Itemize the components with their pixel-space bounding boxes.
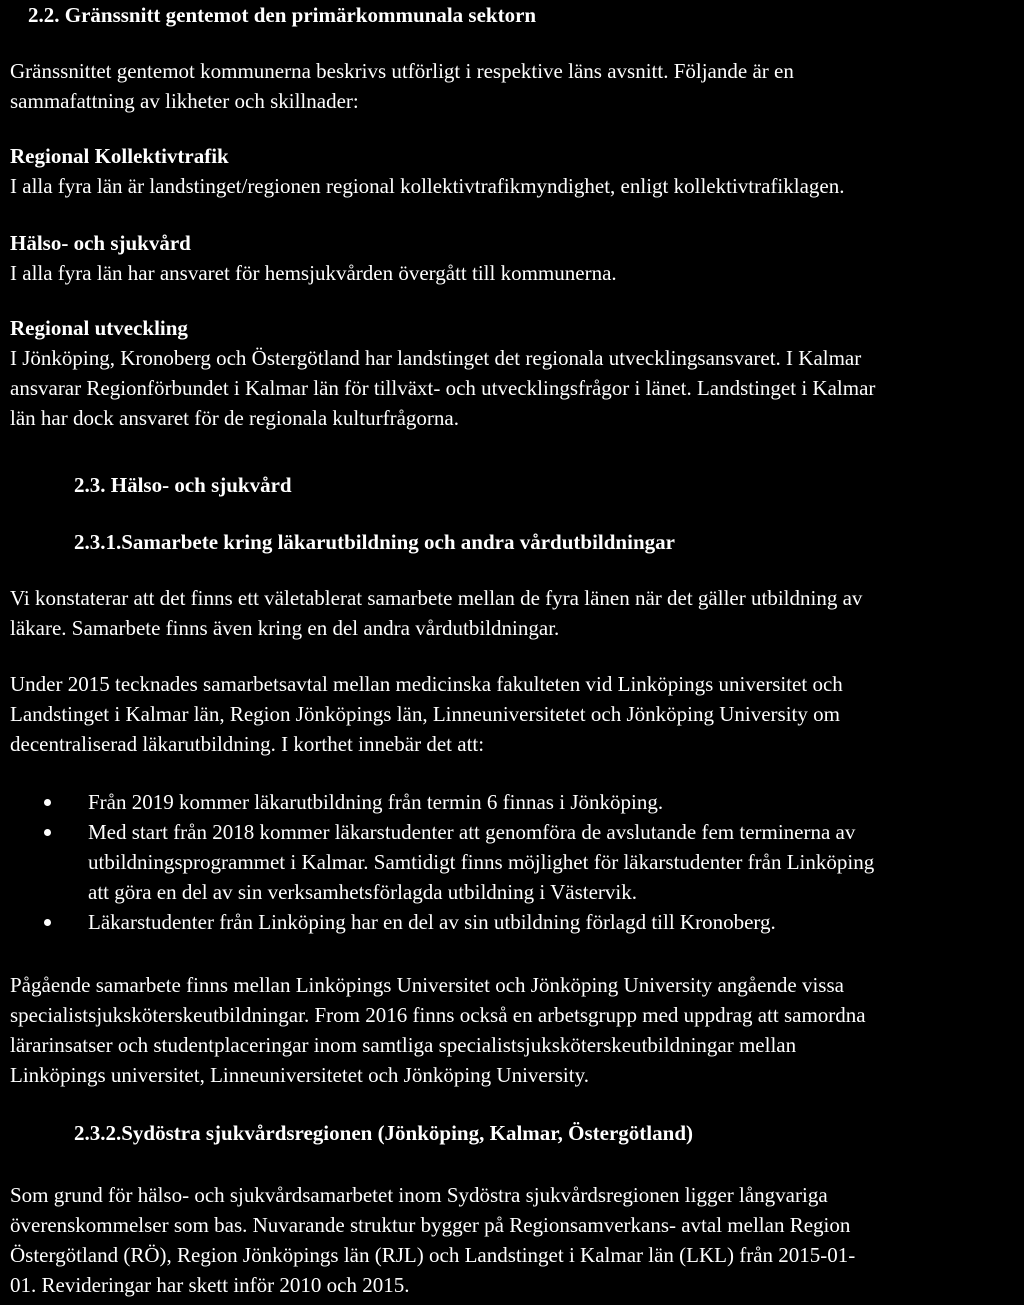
bullet-icon — [44, 799, 51, 806]
list-item-line: Med start från 2018 kommer läkarstudenter att genomföra de avslutande fem terminerna av — [88, 820, 856, 844]
paragraph-line: I alla fyra län har ansvaret för hemsjukvården övergått till kommunerna. — [10, 261, 617, 285]
list-item — [42, 787, 1002, 817]
section-heading-2-2 — [28, 0, 1024, 30]
subsection-halso-sjukvard — [10, 228, 1018, 288]
paragraph-line: Vi konstaterar att det finns ett väletablerat samarbete mellan de fyra länen när det gäller utbildning av — [10, 586, 863, 610]
paragraph-line: Östergötland (RÖ), Region Jönköpings län (RJL) och Landstinget i Kalmar län (LKL) från 2015-01- — [10, 1243, 856, 1267]
paragraph-line: decentraliserad läkarutbildning. I korthet innebär det att: — [10, 732, 485, 756]
heading-text: 2.2. Gränssnitt gentemot den primärkommunala sektorn — [28, 3, 537, 27]
list-item-line: att göra en del av sin verksamhetsförlagda utbildning i Västervik. — [88, 880, 637, 904]
subsection-title: Regional utveckling — [10, 316, 188, 340]
paragraph-line: Landstinget i Kalmar län, Region Jönköpings län, Linneuniversitetet och Jönköping University om — [10, 702, 840, 726]
subsection-regional-utveckling — [10, 313, 1018, 433]
heading-text: 2.3.2.Sydöstra sjukvårdsregionen (Jönköping, Kalmar, Östergötland) — [74, 1121, 693, 1145]
list-item — [42, 907, 1002, 937]
list-item-line: Läkarstudenter från Linköping har en del av sin utbildning förlagd till Kronoberg. — [88, 910, 776, 934]
subsection-kollektivtrafik — [10, 141, 1018, 201]
paragraph-line: Linköpings universitet, Linneuniversitetet och Jönköping University. — [10, 1063, 589, 1087]
paragraph-specialistutbildningar — [10, 970, 1018, 1090]
paragraph-line: sammafattning av likheter och skillnader: — [10, 89, 359, 113]
paragraph-line: län har dock ansvaret för de regionala kulturfrågorna. — [10, 406, 459, 430]
heading-text: 2.3.1.Samarbete kring läkarutbildning och andra vårdutbildningar — [74, 530, 675, 554]
list-item-line: Från 2019 kommer läkarutbildning från termin 6 finnas i Jönköping. — [88, 790, 664, 814]
paragraph-line: lärarinsatser och studentplaceringar inom samtliga specialistsjuksköterskeutbildningar mellan — [10, 1033, 797, 1057]
paragraph-line: Som grund för hälso- och sjukvårdsamarbetet inom Sydöstra sjukvårdsregionen ligger långvariga — [10, 1183, 828, 1207]
paragraph-line: I Jönköping, Kronoberg och Östergötland har landstinget det regionala utvecklingsansvaret. I Kalmar — [10, 346, 862, 370]
list-item-line: utbildningsprogrammet i Kalmar. Samtidigt finns möjlighet för läkarstudenter från Linköping — [88, 850, 875, 874]
list-item — [42, 817, 1002, 907]
subsection-title: Hälso- och sjukvård — [10, 231, 191, 255]
section-heading-2-3 — [74, 470, 1024, 500]
bullet-list — [42, 787, 1002, 937]
paragraph-line: ansvarar Regionförbundet i Kalmar län för tillväxt- och utvecklingsfrågor i länet. Landstinget i Kalmar — [10, 376, 876, 400]
paragraph-line: Gränssnittet gentemot kommunerna beskrivs utförligt i respektive läns avsnitt. Följande är en — [10, 59, 794, 83]
paragraph-line: läkare. Samarbete finns även kring en del andra vårdutbildningar. — [10, 616, 560, 640]
heading-text: 2.3. Hälso- och sjukvård — [74, 473, 292, 497]
paragraph-line: Under 2015 tecknades samarbetsavtal mellan medicinska fakulteten vid Linköpings universitet och — [10, 672, 843, 696]
section-heading-2-3-1 — [74, 527, 1024, 557]
section-heading-2-3-2 — [74, 1118, 1024, 1148]
paragraph-line: specialistsjuksköterskeutbildningar. From 2016 finns också en arbetsgrupp med uppdrag att samordna — [10, 1003, 866, 1027]
bullet-icon — [44, 829, 51, 836]
paragraph-line: Pågående samarbete finns mellan Linköpings Universitet och Jönköping University angående vissa — [10, 973, 844, 997]
paragraph-utbildning-lakare — [10, 583, 1018, 643]
intro-paragraph — [10, 56, 1018, 116]
subsection-title: Regional Kollektivtrafik — [10, 144, 229, 168]
paragraph-line: överenskommelser som bas. Nuvarande struktur bygger på Regionsamverkans- avtal mellan Region — [10, 1213, 851, 1237]
paragraph-line: 01. Revideringar har skett inför 2010 och 2015. — [10, 1273, 410, 1297]
paragraph-sydostra — [10, 1180, 1018, 1300]
bullet-icon — [44, 919, 51, 926]
paragraph-line: I alla fyra län är landstinget/regionen regional kollektivtrafikmyndighet, enligt kollektivtrafiklagen. — [10, 174, 845, 198]
paragraph-samarbetsavtal — [10, 669, 1018, 759]
